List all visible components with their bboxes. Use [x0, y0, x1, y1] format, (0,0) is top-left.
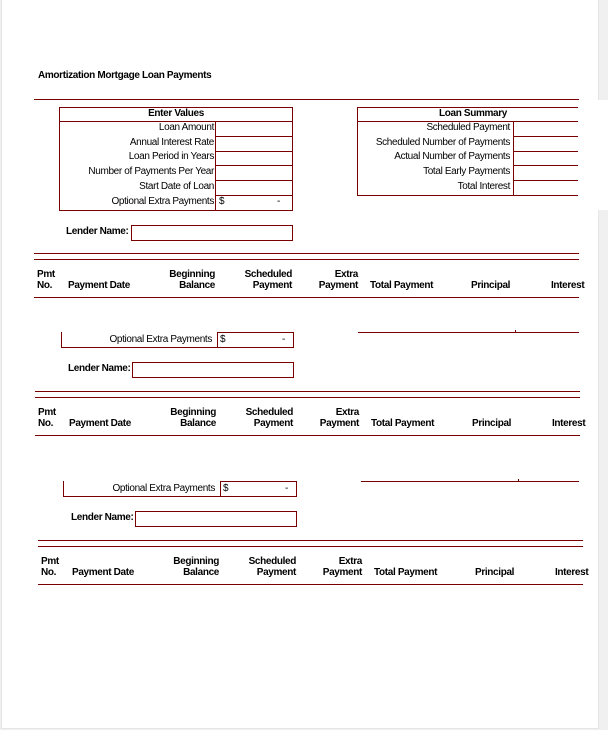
col-beginning-balance: Beginning Balance [170, 407, 216, 429]
loan-period-label: Loan Period in Years [128, 151, 214, 162]
document-page [1, 0, 599, 729]
col-interest: Interest [552, 418, 586, 429]
col-total-payment: Total Payment [374, 567, 438, 578]
loan-summary-header: Loan Summary [438, 108, 508, 119]
col-extra-payment: Extra Payment [319, 407, 359, 429]
scheduled-payment-label: Scheduled Payment [426, 122, 510, 133]
lender-name-label-3: Lender Name: [71, 512, 134, 523]
scheduled-number-payments-label: Scheduled Number of Payments [375, 137, 510, 148]
lender-name-input[interactable] [131, 225, 293, 241]
payments-per-year-input[interactable] [217, 166, 291, 180]
enter-values-header: Enter Values [148, 108, 204, 119]
col-scheduled-payment: Scheduled Payment [244, 269, 292, 291]
col-extra-payment: Extra Payment [318, 269, 358, 291]
lender-name-label-2: Lender Name: [68, 363, 131, 374]
col-interest: Interest [551, 280, 585, 291]
col-principal: Principal [471, 280, 511, 291]
lender-name-label: Lender Name: [66, 226, 129, 237]
total-interest-label: Total Interest [457, 181, 510, 192]
payment-table-header-3 [38, 540, 589, 586]
document-title: Amortization Mortgage Loan Payments [38, 70, 212, 81]
annual-interest-rate-input[interactable] [217, 137, 291, 151]
actual-number-payments-label: Actual Number of Payments [394, 151, 510, 162]
annual-interest-rate-label: Annual Interest Rate [129, 137, 214, 148]
col-extra-payment: Extra Payment [322, 556, 362, 578]
col-interest: Interest [555, 567, 589, 578]
extra-payments-input-3[interactable]: $ - [220, 481, 297, 497]
col-pmt-no: Pmt No. [37, 269, 55, 291]
loan-summary-table [357, 107, 587, 196]
col-scheduled-payment: Scheduled Payment [245, 407, 293, 429]
start-date-input[interactable] [217, 181, 291, 195]
col-beginning-balance: Beginning Balance [173, 556, 219, 578]
col-payment-date: Payment Date [69, 418, 131, 429]
extra-payments-label: Optional Extra Payments [111, 196, 214, 207]
enter-values-table [59, 107, 293, 211]
loan-amount-label: Loan Amount [158, 122, 214, 133]
col-pmt-no: Pmt No. [38, 407, 56, 429]
col-scheduled-payment: Scheduled Payment [248, 556, 296, 578]
payment-table-header [34, 253, 585, 299]
total-early-payments-label: Total Early Payments [423, 166, 510, 177]
col-payment-date: Payment Date [68, 280, 130, 291]
loan-period-input[interactable] [217, 151, 291, 165]
divider [34, 99, 579, 100]
extra-payments-label-3: Optional Extra Payments [112, 483, 215, 494]
start-date-label: Start Date of Loan [139, 181, 214, 192]
col-total-payment: Total Payment [370, 280, 434, 291]
lender-name-input-2[interactable] [132, 362, 294, 378]
col-total-payment: Total Payment [371, 418, 435, 429]
col-beginning-balance: Beginning Balance [169, 269, 215, 291]
extra-payments-currency: $ [219, 196, 225, 207]
extra-payments-input-2[interactable]: $ - [217, 332, 294, 348]
extra-payments-input[interactable]: - [277, 196, 280, 207]
col-principal: Principal [475, 567, 515, 578]
payment-table-header-2 [35, 391, 586, 437]
loan-amount-input[interactable] [217, 122, 291, 136]
payments-per-year-label: Number of Payments Per Year [88, 166, 214, 177]
extra-payments-label-2: Optional Extra Payments [109, 334, 212, 345]
lender-name-input-3[interactable] [135, 511, 297, 527]
col-principal: Principal [472, 418, 512, 429]
col-pmt-no: Pmt No. [41, 556, 59, 578]
col-payment-date: Payment Date [72, 567, 134, 578]
